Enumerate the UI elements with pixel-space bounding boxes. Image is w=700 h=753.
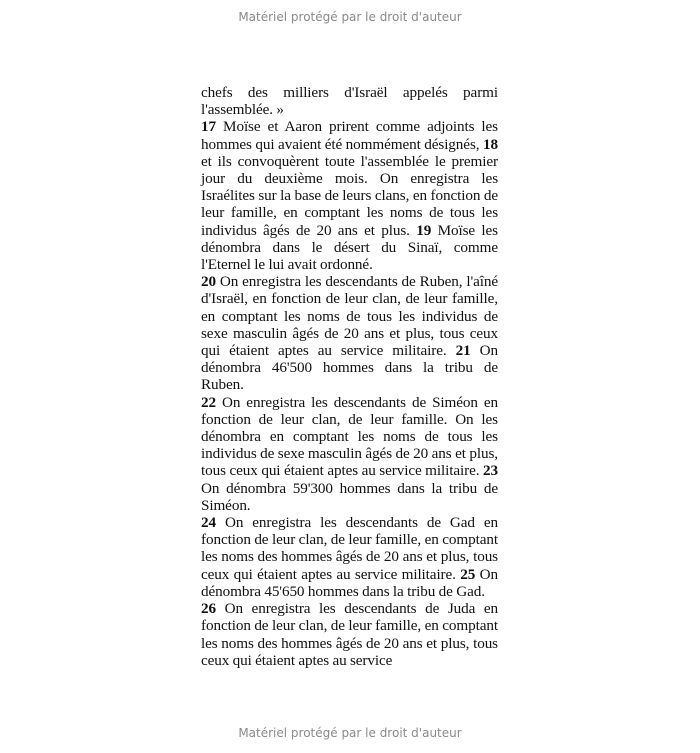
verse-text: et ils convoquèrent toute l'assemblée le premier jour du deuxième mois. On enregistra les Israélites sur la base de leurs clans, en fonction de leur famille, en comptant les noms de tous les individus âgés de 20 ans et plus. (201, 152, 498, 239)
verse-text: On dénombra 45'650 hommes dans la tribu de Gad. (201, 565, 498, 600)
verse-number: 24 (201, 514, 216, 532)
paragraph (201, 514, 498, 600)
verse-text: On dénombra 59'300 hommes dans la tribu de Siméon. (201, 479, 498, 514)
verse-number: 22 (201, 393, 216, 411)
verse-text: On enregistra les descendants de Juda en fonction de leur clan, de leur famille, en comptant les noms des hommes âgés de 20 ans et plus, tous ceux qui étaient aptes au service (201, 600, 498, 669)
verse-number: 21 (455, 342, 471, 360)
verse-number: 19 (416, 221, 432, 239)
paragraph (201, 118, 498, 273)
verse-text: chefs des milliers d'Israël appelés parmi l'assemblée. » (201, 84, 498, 119)
verse-text: On enregistra les descendants de Gad en fonction de leur clan, de leur famille, en comptant les noms des hommes âgés de 20 ans et plus, tous ceux qui étaient aptes au service militaire. (201, 514, 498, 583)
verse-number: 25 (460, 565, 476, 583)
verse-text: On enregistra les descendants de Siméon en fonction de leur clan, de leur famille. On les dénombra en comptant les noms de tous les individus de sexe masculin âgés de 20 ans et plus, tous ceux qui étaient aptes au service militaire. (201, 393, 498, 480)
verse-text: Moïse et Aaron prirent comme adjoints les hommes qui avaient été nommément désignés, (201, 118, 498, 153)
verse-number: 20 (201, 273, 216, 291)
verse-text: On enregistra les descendants de Ruben, l'aîné d'Israël, en fonction de leur clan, de leur famille, en comptant les noms de tous les individus de sexe masculin âgés de 20 ans et plus, tous ceux qui étaient aptes au service militaire. (201, 273, 498, 360)
verse-number: 17 (201, 118, 216, 136)
verse-text: On dénombra 46'500 hommes dans la tribu de Ruben. (201, 342, 499, 394)
paragraph (201, 84, 498, 118)
paragraph (201, 394, 498, 514)
verse-text: Moïse les dénombra dans le désert du Sinaï, comme l'Eternel le lui avait ordonné. (201, 221, 498, 274)
copyright-watermark-top: Matériel protégé par le droit d'auteur (238, 10, 462, 24)
paragraph (201, 600, 498, 669)
paragraph (201, 273, 498, 393)
verse-number: 26 (201, 600, 216, 618)
copyright-watermark-bottom: Matériel protégé par le droit d'auteur (238, 726, 462, 740)
verse-number: 23 (483, 462, 498, 480)
verse-number: 18 (483, 135, 498, 153)
page-body-text (201, 84, 498, 669)
